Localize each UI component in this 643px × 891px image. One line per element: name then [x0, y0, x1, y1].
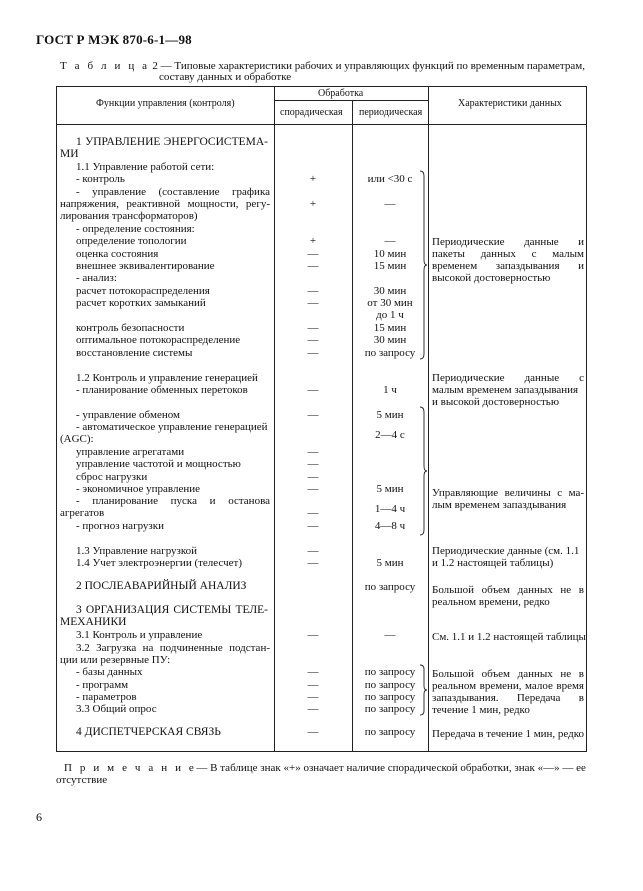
header-bottom-border	[56, 124, 587, 125]
periodic-value: или <30 с	[367, 173, 413, 185]
characteristics-text: реальном времени, малое время	[432, 680, 584, 692]
function-item: расчет коротких замыканий	[76, 297, 206, 309]
function-item: управление агрегатами	[76, 446, 185, 458]
periodic-value: до 1 ч	[376, 309, 404, 321]
function-item: - анализ:	[76, 272, 117, 284]
table-caption-line2: составу данных и обработке	[159, 71, 292, 83]
sporadic-value: —	[307, 322, 319, 334]
function-item: лирования трансформаторов)	[60, 210, 198, 222]
sporadic-value: —	[307, 545, 319, 557]
sporadic-value: +	[309, 198, 317, 210]
sporadic-value: —	[307, 248, 319, 260]
section-1-title: 1 УПРАВЛЕНИЕ ЭНЕРГОСИСТЕМА-	[76, 136, 268, 148]
characteristics-text: пакеты данных с малым	[432, 248, 584, 260]
periodic-value: 4—8 ч	[374, 520, 406, 532]
sporadic-value: —	[307, 446, 319, 458]
function-item: 1.2 Контроль и управление генерацией	[76, 372, 258, 384]
characteristics-text: высокой достоверностью	[432, 272, 551, 284]
header-processing: Обработка	[318, 88, 364, 99]
function-item: - базы данных	[76, 666, 143, 678]
function-item: оценка состояния	[76, 248, 159, 260]
periodic-value: 2—4 с	[375, 429, 405, 441]
characteristics-text: и 1.2 настоящей таблицы)	[432, 557, 554, 569]
section-3-title: 3 ОРГАНИЗАЦИЯ СИСТЕМЫ ТЕЛЕ-	[76, 604, 268, 616]
periodic-value: по запросу	[364, 679, 416, 691]
characteristics-text: запаздывания. Передача в	[432, 692, 584, 704]
periodic-value: по запросу	[364, 347, 416, 359]
characteristics-text: и высокой достоверностью	[432, 396, 560, 408]
function-item: 3.1 Контроль и управление	[76, 629, 203, 641]
function-item: 1.3 Управление нагрузкой	[76, 545, 198, 557]
sporadic-value: —	[307, 483, 319, 495]
section-3-title-cont: МЕХАНИКИ	[60, 616, 127, 628]
sporadic-value: —	[307, 297, 319, 309]
sporadic-value: —	[307, 666, 319, 678]
characteristics-text: Периодические данные и	[432, 236, 584, 248]
function-item: восстановление системы	[76, 347, 193, 359]
function-item: ции или резервные ПУ:	[60, 654, 171, 666]
function-item: - планирование обменных перетоков	[76, 384, 248, 396]
periodic-value: 1—4 ч	[374, 503, 406, 515]
periodic-value: по запросу	[364, 726, 416, 738]
characteristics-text: течение 1 мин, редко	[432, 704, 530, 716]
table-note	[64, 762, 585, 774]
sporadic-value: —	[307, 334, 319, 346]
table-caption-line1	[60, 60, 585, 72]
header-functions: Функции управления (контроля)	[96, 98, 235, 109]
periodic-value: по запросу	[364, 666, 416, 678]
sporadic-value: —	[307, 726, 319, 738]
periodic-value: от 30 мин	[367, 297, 413, 309]
function-item: - определение состояния:	[76, 223, 195, 235]
function-item: 3.3 Общий опрос	[76, 703, 157, 715]
header-characteristics: Характеристики данных	[458, 98, 562, 109]
function-item: - автоматическое управление генерацией	[76, 421, 268, 433]
header-sporadic: спорадическая	[280, 107, 343, 118]
note-label: П р и м е ч а н и е	[64, 762, 197, 774]
characteristics-text: См. 1.1 и 1.2 настоящей таблицы	[432, 631, 586, 643]
periodic-value: 5 мин	[376, 483, 404, 495]
function-item: - управление обменом	[76, 409, 180, 421]
periodic-value: —	[384, 629, 396, 641]
document-header: ГОСТ Р МЭК 870-6-1—98	[36, 32, 192, 47]
sporadic-value: —	[307, 703, 319, 715]
sporadic-value: +	[309, 173, 317, 185]
sporadic-value: —	[307, 409, 319, 421]
characteristics-text: реальном времени, редко	[432, 596, 550, 608]
sporadic-value: +	[309, 235, 317, 247]
function-item: внешнее эквивалентирование	[76, 260, 215, 272]
sporadic-value: —	[307, 520, 319, 532]
grouping-brace	[418, 406, 428, 536]
function-item: напряжения, реактивной мощности, регу-	[60, 198, 270, 210]
function-item: (AGC):	[60, 433, 94, 445]
function-item: управление частотой и мощностью	[76, 458, 241, 470]
periodic-value: 30 мин	[373, 285, 407, 297]
table-caption-label: Т а б л и ц а	[60, 60, 150, 72]
grouping-brace	[418, 170, 428, 360]
sporadic-value: —	[307, 679, 319, 691]
characteristics-table	[56, 86, 587, 752]
characteristics-text: Большой объем данных не в	[432, 584, 584, 596]
sporadic-value: —	[307, 691, 319, 703]
function-item: агрегатов	[60, 507, 105, 519]
sporadic-value: —	[307, 471, 319, 483]
function-item: оптимальное потокораспределение	[76, 334, 241, 346]
function-item: - управление (составление графика	[76, 186, 270, 198]
table-right-border	[586, 86, 587, 752]
characteristics-text: малым временем запаздывания	[432, 384, 579, 396]
periodic-value: 15 мин	[373, 260, 407, 272]
periodic-value: 5 мин	[376, 409, 404, 421]
header-periodic: периодическая	[359, 107, 423, 118]
column-divider-1	[274, 86, 275, 752]
function-item: 1.4 Учет электроэнергии (телесчет)	[76, 557, 242, 569]
sporadic-value: —	[307, 260, 319, 272]
periodic-value: —	[384, 235, 396, 247]
characteristics-text: лым временем запаздывания	[432, 499, 567, 511]
function-item: 1.1 Управление работой сети:	[76, 161, 215, 173]
characteristics-text: временем запаздывания и	[432, 260, 584, 272]
table-left-border	[56, 86, 57, 752]
processing-divider	[274, 100, 428, 101]
sporadic-value: —	[307, 458, 319, 470]
sporadic-value: —	[307, 384, 319, 396]
characteristics-text: Периодические данные с	[432, 372, 584, 384]
column-divider-2	[352, 100, 353, 752]
periodic-value: по запросу	[364, 703, 416, 715]
function-item: определение топологии	[76, 235, 187, 247]
sporadic-value: —	[307, 507, 319, 519]
characteristics-text: Передача в течение 1 мин, редко	[432, 728, 585, 740]
table-top-border	[56, 86, 587, 87]
periodic-value: 10 мин	[373, 248, 407, 260]
periodic-value: —	[384, 198, 396, 210]
periodic-value: по запросу	[364, 581, 416, 593]
table-note-cont: отсутствие	[56, 774, 108, 786]
function-item: - экономичное управление	[76, 483, 200, 495]
table-caption-text: 2 — Типовые характеристики рабочих и управляющих функций по временным параметрам,	[152, 60, 585, 72]
periodic-value: 30 мин	[373, 334, 407, 346]
section-4-title: 4 ДИСПЕТЧЕРСКАЯ СВЯЗЬ	[76, 726, 221, 738]
grouping-brace	[418, 664, 428, 716]
periodic-value: по запросу	[364, 691, 416, 703]
periodic-value: 1 ч	[383, 384, 397, 396]
section-2-title: 2 ПОСЛЕАВАРИЙНЫЙ АНАЛИЗ	[76, 580, 247, 592]
function-item: контроль безопасности	[76, 322, 185, 334]
function-item: - программ	[76, 679, 129, 691]
sporadic-value: —	[307, 557, 319, 569]
characteristics-text: Большой объем данных не в	[432, 668, 584, 680]
periodic-value: 15 мин	[373, 322, 407, 334]
function-item: 3.2 Загрузка на подчиненные подстан-	[76, 642, 270, 654]
sporadic-value: —	[307, 347, 319, 359]
page-number: 6	[36, 810, 42, 824]
periodic-value: 5 мин	[376, 557, 404, 569]
section-1-title-cont: МИ	[60, 148, 79, 160]
function-item: расчет потокораспределения	[76, 285, 210, 297]
column-divider-3	[428, 86, 429, 752]
function-item: - планирование пуска и останова	[76, 495, 270, 507]
function-item: - параметров	[76, 691, 137, 703]
characteristics-text: Периодические данные (см. 1.1	[432, 545, 580, 557]
function-item: - контроль	[76, 173, 125, 185]
function-item: - прогноз нагрузки	[76, 520, 165, 532]
table-bottom-border	[56, 751, 587, 752]
note-text: — В таблице знак «+» означает наличие спорадической обработки, знак «—» — ее	[196, 762, 586, 774]
sporadic-value: —	[307, 285, 319, 297]
function-item: сброс нагрузки	[76, 471, 148, 483]
characteristics-text: Управляющие величины с ма-	[432, 487, 584, 499]
sporadic-value: —	[307, 629, 319, 641]
